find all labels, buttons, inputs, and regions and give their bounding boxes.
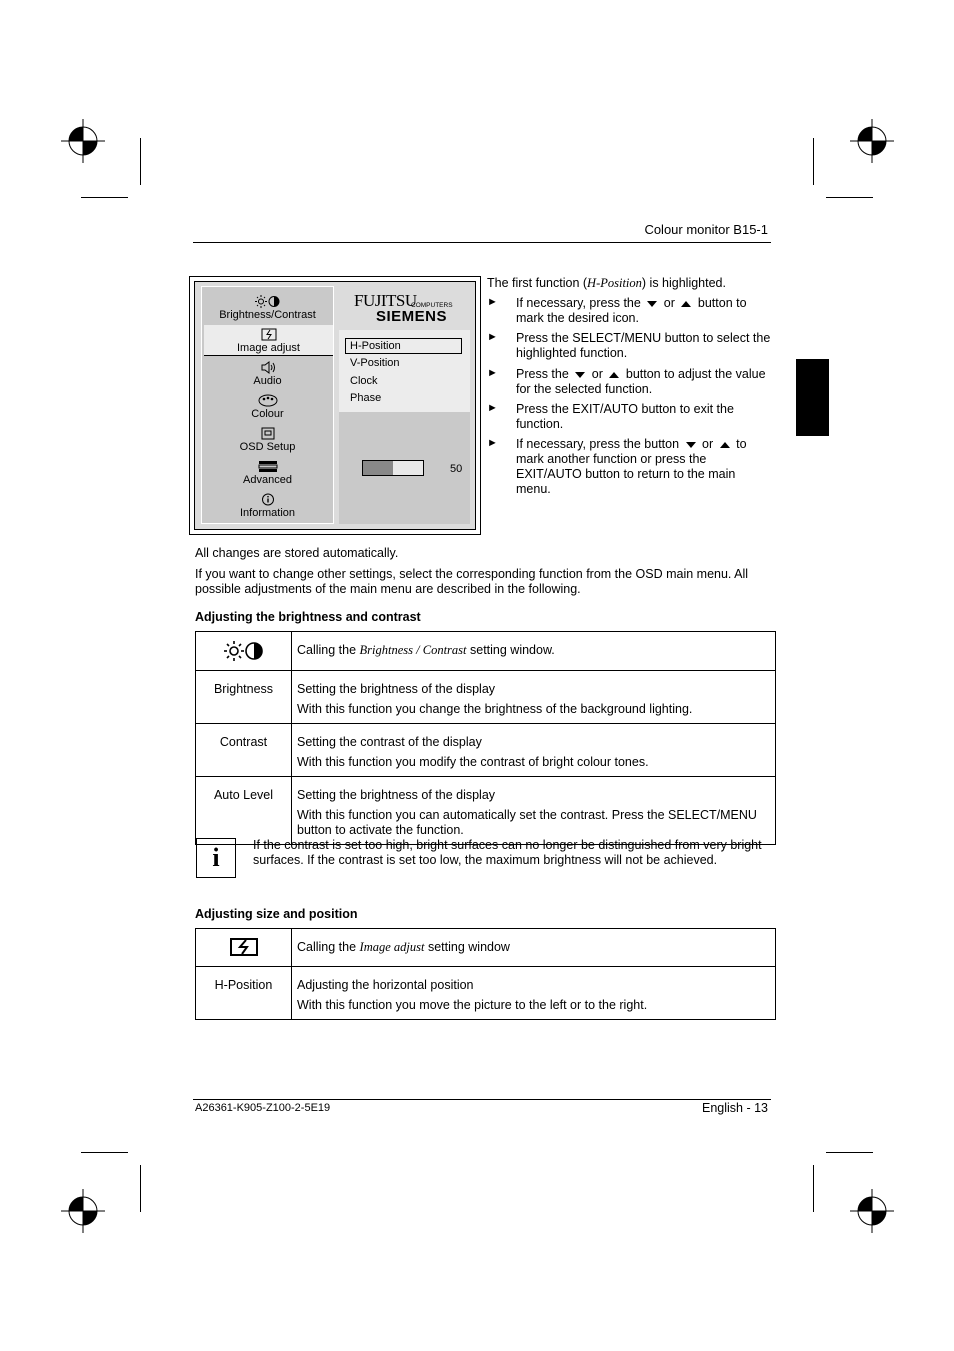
advanced-icon — [258, 460, 278, 473]
osd-menu-label: Brightness/Contrast — [219, 309, 316, 321]
logo-computers: COMPUTERS — [411, 302, 453, 309]
info-note-icon: i — [196, 838, 236, 878]
intro-before: The first function ( — [487, 276, 588, 290]
speaker-icon — [260, 361, 276, 374]
step-text: button to adjust the value for the selected function. — [516, 367, 766, 396]
cell-line: With this function you can automatically set the contrast. Press the SELECT/MENU button to activate the function. — [297, 808, 757, 837]
registration-mark-icon — [850, 1189, 894, 1233]
osd-menu-label: OSD Setup — [239, 441, 296, 453]
step-text: button to mark the desired icon. — [516, 296, 747, 325]
table-term-cell: Contrast — [196, 724, 292, 777]
cell-text: setting window — [424, 940, 510, 954]
table-desc-cell — [292, 724, 776, 777]
paragraph-auto-store: All changes are stored automatically. — [195, 546, 399, 560]
info-note-text: If the contrast is set too high, bright surfaces can no longer be distinguished from very bright surfaces. If the contrast is set too low, the maximum brightness will not be achieved. — [253, 838, 762, 867]
logo-fujitsu: FUJITSU — [354, 291, 417, 310]
footer-page-number: English - 13 — [701, 1101, 768, 1115]
table-row — [196, 724, 776, 777]
table-row — [196, 671, 776, 724]
step-text: or — [663, 296, 675, 310]
crop-mark — [826, 197, 873, 198]
table-row — [196, 777, 776, 845]
section-heading-brightness: Adjusting the brightness and contrast — [195, 610, 421, 624]
table-row — [196, 632, 776, 671]
osd-menu-label: Advanced — [243, 474, 292, 486]
brightness-contrast-icon — [255, 295, 281, 308]
osd-submenu — [339, 330, 470, 412]
osd-value-bar — [362, 460, 424, 476]
fujitsu-siemens-logo — [354, 289, 458, 325]
bullet-arrow-icon: ► — [487, 331, 498, 343]
table-desc-cell — [292, 967, 776, 1020]
crop-mark — [813, 138, 814, 185]
bullet-arrow-icon: ► — [487, 367, 498, 379]
osd-menu-item-advanced — [202, 460, 333, 488]
cell-line: Setting the contrast of the display — [297, 735, 482, 749]
brightness-contrast-table — [195, 631, 776, 845]
osd-submenu-item-clock: Clock — [350, 375, 378, 387]
image-adjust-icon — [229, 937, 259, 957]
registration-mark-icon — [61, 1189, 105, 1233]
paragraph-other-settings: If you want to change other settings, select the corresponding function from the OSD main menu. All possible adjustments of the main menu are described in the following. — [195, 567, 749, 596]
step-1 — [516, 296, 772, 326]
arrow-up-icon — [720, 442, 730, 448]
table-term-cell: Brightness — [196, 671, 292, 724]
table-term-cell: H-Position — [196, 967, 292, 1020]
osd-setup-icon — [260, 427, 276, 440]
step-text: If necessary, press the button — [516, 437, 680, 451]
osd-menu-item-information — [202, 493, 333, 521]
arrow-down-icon — [686, 442, 696, 448]
step-text: to mark another function or press the EXIT/AUTO button to return to the main menu. — [516, 437, 747, 496]
page-header-title: Colour monitor B15-1 — [644, 222, 768, 237]
crop-mark — [81, 1152, 128, 1153]
step-3 — [516, 367, 772, 397]
size-position-table — [195, 928, 776, 1020]
footer-doc-id: A26361-K905-Z100-2-5E19 — [195, 1102, 331, 1114]
intro-after: ) is highlighted. — [641, 276, 726, 290]
osd-value-bar-fill — [363, 461, 393, 475]
crop-mark — [140, 1165, 141, 1212]
step-text: If necessary, press the — [516, 296, 641, 310]
table-icon-cell — [196, 929, 292, 967]
osd-main-menu — [201, 286, 334, 524]
osd-menu-item-brightness-contrast — [202, 295, 333, 323]
registration-mark-icon — [61, 119, 105, 163]
step-text: or — [702, 437, 714, 451]
step-text: Press the — [516, 367, 569, 381]
bullet-arrow-icon: ► — [487, 402, 498, 414]
osd-menu-label: Image adjust — [237, 342, 300, 354]
osd-menu-item-image-adjust — [204, 325, 333, 356]
cell-line: With this function you modify the contrast of bright colour tones. — [297, 755, 649, 769]
header-rule — [193, 242, 771, 243]
intro-text — [487, 276, 772, 291]
crop-mark — [81, 197, 128, 198]
cell-text: setting window. — [466, 643, 555, 657]
arrow-up-icon — [681, 301, 691, 307]
step-4: Press the EXIT/AUTO button to exit the function. — [516, 402, 734, 431]
crop-mark — [826, 1152, 873, 1153]
table-desc-cell — [292, 777, 776, 845]
osd-menu-item-osd-setup — [202, 427, 333, 455]
bullet-arrow-icon: ► — [487, 296, 498, 308]
brightness-contrast-icon — [224, 640, 264, 662]
intro-italic: H-Position — [587, 276, 642, 290]
osd-submenu-item-h-position: H-Position — [345, 338, 462, 354]
arrow-up-icon — [609, 372, 619, 378]
arrow-down-icon — [647, 301, 657, 307]
cell-italic: Image adjust — [359, 940, 425, 954]
crop-mark — [813, 1165, 814, 1212]
bullet-arrow-icon: ► — [487, 437, 498, 449]
table-desc-cell — [292, 632, 776, 671]
arrow-down-icon — [575, 372, 585, 378]
section-heading-size-position: Adjusting size and position — [195, 907, 358, 921]
cell-text: Calling the — [297, 940, 360, 954]
cell-line: Adjusting the horizontal position — [297, 978, 474, 992]
step-5 — [516, 437, 772, 497]
osd-value-readout: 50 — [450, 463, 463, 475]
registration-mark-icon — [850, 119, 894, 163]
table-desc-cell — [292, 929, 776, 967]
step-text: or — [591, 367, 603, 381]
osd-menu-label: Information — [239, 507, 296, 519]
table-term-cell: Auto Level — [196, 777, 292, 845]
osd-submenu-item-phase: Phase — [350, 392, 382, 404]
info-icon — [261, 493, 275, 506]
cell-line: Setting the brightness of the display — [297, 788, 496, 802]
table-desc-cell — [292, 671, 776, 724]
osd-menu-label: Audio — [253, 375, 282, 387]
cell-line: Setting the brightness of the display — [297, 682, 496, 696]
cell-italic: Brightness / Contrast — [359, 643, 467, 657]
osd-submenu-item-v-position: V-Position — [350, 357, 400, 369]
logo-siemens: SIEMENS — [376, 308, 448, 325]
table-icon-cell — [196, 632, 292, 671]
crop-mark — [140, 138, 141, 185]
osd-menu-item-colour — [202, 394, 333, 422]
palette-icon — [258, 394, 278, 407]
cell-line: With this function you change the brightness of the background lighting. — [297, 702, 693, 716]
step-2: Press the SELECT/MENU button to select the highlighted function. — [516, 331, 771, 360]
cell-text: Calling the — [297, 643, 360, 657]
chapter-thumb-tab — [796, 359, 829, 436]
osd-menu-label: Colour — [251, 408, 284, 420]
table-row — [196, 967, 776, 1020]
cell-line: With this function you move the picture to the left or to the right. — [297, 998, 648, 1012]
table-row — [196, 929, 776, 967]
osd-menu-item-audio — [202, 361, 333, 389]
image-adjust-icon — [261, 328, 277, 341]
footer-rule — [193, 1099, 771, 1100]
